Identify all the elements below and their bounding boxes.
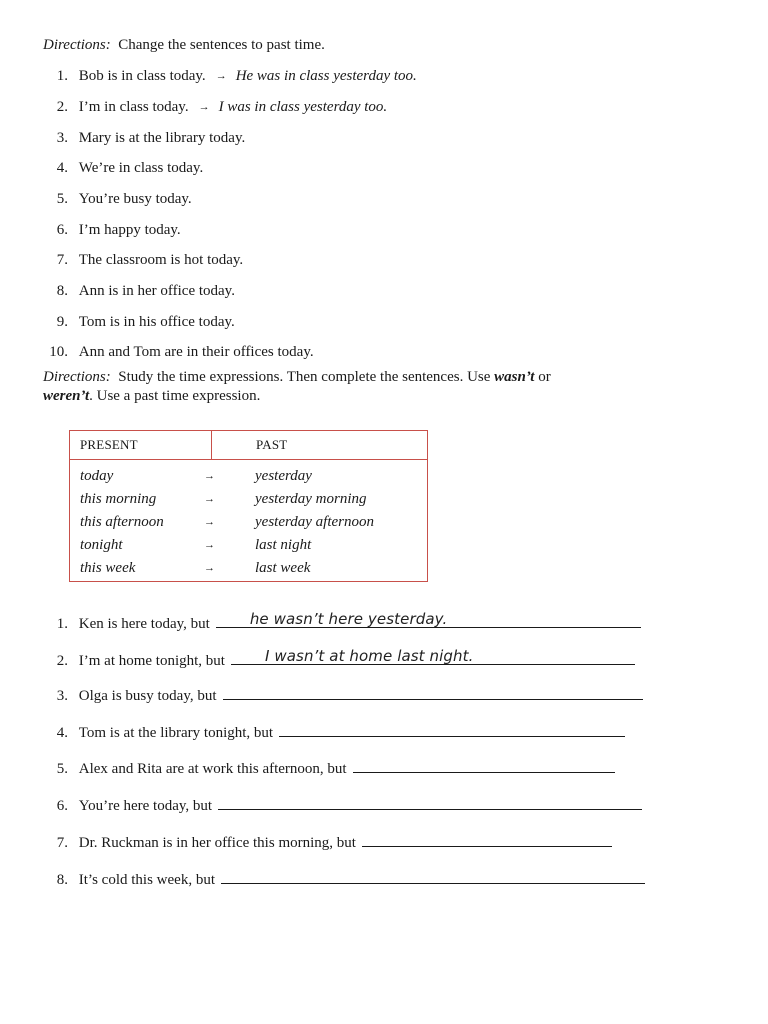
item-answer: I was in class yesterday too. (218, 99, 388, 115)
exercise-1-item-3 (40, 128, 245, 148)
present-expression: today (80, 468, 114, 484)
item-sentence: Ann is in her office today. (78, 283, 235, 299)
item-number: 8. (56, 872, 68, 888)
item-sentence: Mary is at the library today. (78, 130, 246, 146)
arrow-right-icon: → (204, 562, 215, 574)
item-number: 6. (56, 222, 68, 238)
item-number: 8. (56, 283, 68, 299)
directions-1 (43, 36, 683, 55)
item-sentence: You’re busy today. (78, 191, 192, 207)
header-past: PAST (256, 437, 288, 452)
item-number: 2. (56, 99, 68, 115)
item-answer: He was in class yesterday too. (235, 68, 417, 84)
item-sentence: I’m in class today. (78, 99, 189, 115)
item-sentence: Dr. Ruckman is in her office this morning, but (78, 835, 356, 851)
table-row (80, 465, 420, 487)
answer-blank[interactable] (362, 829, 612, 847)
exercise-2-item-4 (40, 719, 625, 739)
item-number: 1. (56, 616, 68, 632)
exercise-1-item-6 (40, 220, 181, 240)
header-present: PRESENT (80, 437, 138, 452)
item-number: 6. (56, 798, 68, 814)
item-sentence: We’re in class today. (78, 160, 204, 176)
answer-blank[interactable] (279, 719, 625, 737)
handwritten-answer: he wasn’t here yesterday. (249, 610, 448, 628)
table-row (80, 557, 420, 579)
answer-blank[interactable] (353, 755, 615, 773)
item-number: 2. (56, 653, 68, 669)
item-sentence: You’re here today, but (78, 798, 213, 814)
item-sentence: Olga is busy today, but (78, 688, 217, 704)
answer-blank[interactable] (218, 792, 642, 810)
arrow-right-icon: → (204, 539, 215, 551)
directions-2-or: or (538, 369, 551, 385)
item-sentence: I’m at home tonight, but (78, 653, 225, 669)
handwritten-answer: I wasn’t at home last night. (264, 647, 474, 665)
present-expression: tonight (80, 537, 123, 553)
item-number: 1. (56, 68, 68, 84)
exercise-1-item-10 (40, 342, 314, 362)
exercise-2-item-8 (40, 866, 645, 886)
present-expression: this week (80, 560, 136, 576)
item-number: 3. (56, 688, 68, 704)
time-expressions-table (69, 430, 428, 582)
arrow-right-icon: → (204, 470, 215, 482)
item-number: 7. (56, 252, 68, 268)
directions-2 (43, 368, 683, 406)
item-number: 9. (56, 314, 68, 330)
arrow-right-icon: → (204, 493, 215, 505)
directions-1-label: Directions: (43, 37, 111, 53)
arrow-right-icon: → (204, 516, 215, 528)
item-number: 3. (56, 130, 68, 146)
exercise-2-item-7 (40, 829, 612, 849)
item-sentence: The classroom is hot today. (78, 252, 244, 268)
item-number: 7. (56, 835, 68, 851)
table-row (80, 534, 420, 556)
exercise-1-item-1 (40, 66, 417, 86)
past-expression: yesterday morning (255, 491, 367, 507)
item-number: 4. (56, 160, 68, 176)
arrow-right-icon: → (198, 101, 210, 113)
past-expression: last night (255, 537, 312, 553)
answer-blank[interactable] (221, 866, 645, 884)
item-sentence: Tom is at the library tonight, but (78, 725, 274, 741)
exercise-1-item-5 (40, 189, 192, 209)
item-sentence: Ken is here today, but (78, 616, 210, 632)
table-header-divider (211, 431, 212, 460)
directions-2-text-b: . Use a past time expression. (89, 388, 261, 404)
word-wasnt: wasn’t (494, 369, 535, 385)
answer-blank[interactable] (216, 610, 641, 628)
item-sentence: I’m happy today. (78, 222, 181, 238)
past-expression: last week (255, 560, 311, 576)
exercise-2-item-6 (40, 792, 642, 812)
answer-blank[interactable] (231, 647, 635, 665)
item-number: 5. (56, 191, 68, 207)
exercise-2-item-5 (40, 755, 615, 775)
directions-1-text: Change the sentences to past time. (118, 37, 325, 53)
arrow-right-icon: → (215, 70, 227, 82)
exercise-1-item-7 (40, 250, 243, 270)
item-sentence: Bob is in class today. (78, 68, 206, 84)
exercise-2-item-2 (40, 647, 635, 667)
table-row (80, 488, 420, 510)
exercise-1-item-9 (40, 312, 235, 332)
item-sentence: It’s cold this week, but (78, 872, 215, 888)
exercise-1-item-4 (40, 158, 203, 178)
word-werent: weren’t (43, 388, 90, 404)
item-number: 5. (56, 761, 68, 777)
directions-2-text-a: Study the time expressions. Then complete the sentences. Use (118, 369, 491, 385)
item-number: 10. (49, 344, 68, 360)
item-sentence: Ann and Tom are in their offices today. (78, 344, 314, 360)
exercise-1-item-2 (40, 97, 387, 117)
item-number: 4. (56, 725, 68, 741)
present-expression: this afternoon (80, 514, 164, 530)
item-sentence: Alex and Rita are at work this afternoon, but (78, 761, 347, 777)
past-expression: yesterday (255, 468, 312, 484)
exercise-2-item-3 (40, 682, 643, 702)
past-expression: yesterday afternoon (255, 514, 374, 530)
exercise-2-item-1 (40, 610, 641, 630)
answer-blank[interactable] (223, 682, 643, 700)
exercise-1-item-8 (40, 281, 235, 301)
table-row (80, 511, 420, 533)
directions-2-label: Directions: (43, 369, 111, 385)
present-expression: this morning (80, 491, 157, 507)
item-sentence: Tom is in his office today. (78, 314, 235, 330)
